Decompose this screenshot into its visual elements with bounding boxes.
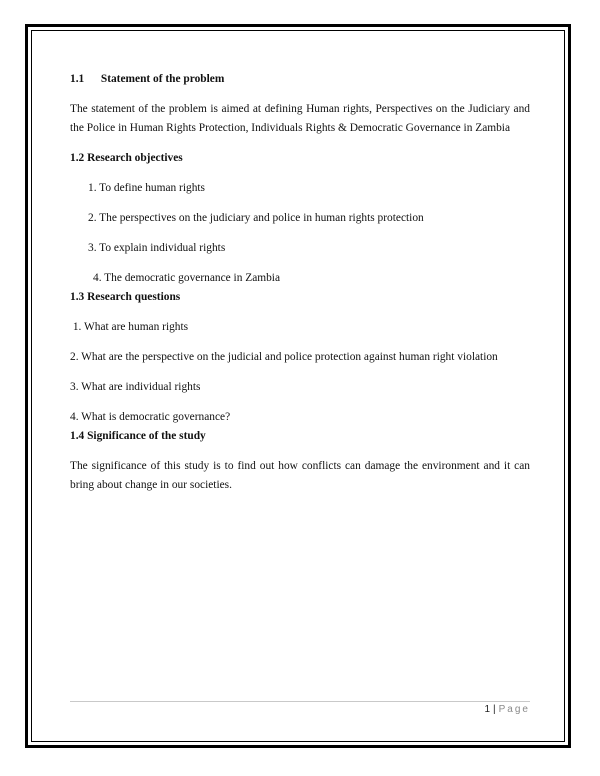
page-footer (484, 704, 530, 715)
section-1-1-title: Statement of the problem (100, 73, 225, 85)
section-1-2-heading: 1.2 Research objectives (70, 152, 183, 164)
section-1-3-heading: 1.3 Research questions (70, 291, 181, 303)
page-content (70, 60, 530, 495)
significance-paragraph: The significance of this study is to find out how conflicts can damage the environment and it can bring about change in our societies. (70, 460, 530, 491)
section-1-4-heading: 1.4 Significance of the study (70, 430, 206, 442)
page-label: Page (498, 704, 530, 715)
problem-statement-paragraph: The statement of the problem is aimed at defining Human rights, Perspectives on the Judiciary and the Police in Human Rights Protection, Individuals Rights & Democratic Governance in Zambia (70, 103, 530, 134)
list-item: 1. What are human rights (70, 321, 189, 333)
objectives-list (88, 179, 530, 288)
questions-list (70, 318, 530, 427)
list-item: 3. What are individual rights (70, 381, 201, 393)
list-item: 3. To explain individual rights (88, 242, 226, 254)
list-item: 1. To define human rights (88, 182, 205, 194)
list-item: 2. The perspectives on the judiciary and police in human rights protection (88, 212, 424, 224)
section-1-1-number: 1.1 (70, 73, 85, 85)
list-item: 2. What are the perspective on the judicial and police protection against human right violation (70, 351, 498, 363)
section-1-1-heading (70, 70, 530, 89)
footer-separator: | (493, 704, 496, 715)
page-number: 1 (484, 704, 491, 715)
footer-divider (70, 701, 530, 702)
list-item: 4. What is democratic governance? (70, 411, 231, 423)
list-item: 4. The democratic governance in Zambia (93, 272, 281, 284)
